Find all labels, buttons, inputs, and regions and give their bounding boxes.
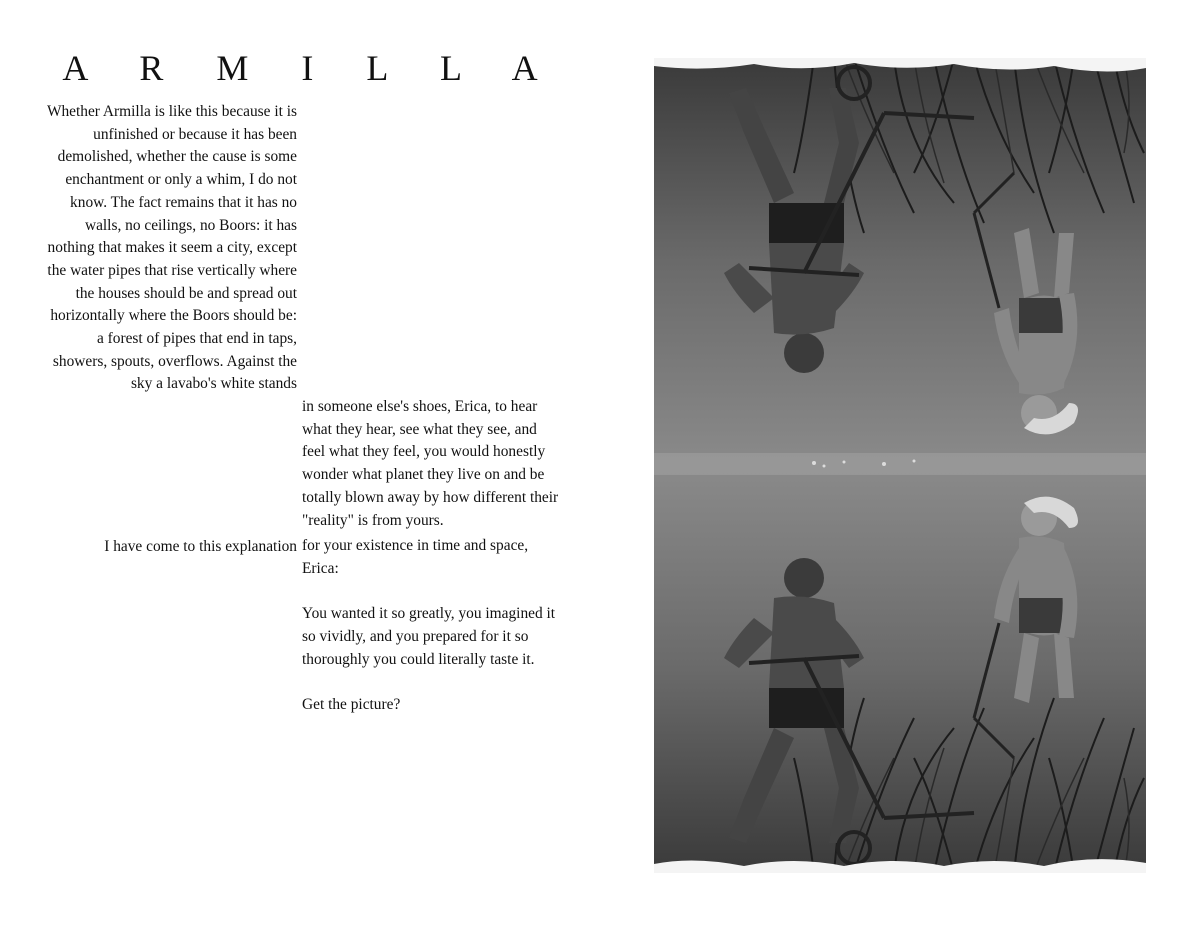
right-text-column: [302, 396, 562, 717]
page-title: A R M I L L A: [62, 48, 560, 88]
underwater-photo-image: [654, 58, 1146, 873]
right-paragraph-3: You wanted it so greatly, you imagined it so vividly, and you prepared for it so thoroughly you could literally taste it.: [302, 605, 556, 668]
right-paragraph-1: in someone else's shoes, Erica, to hear what they hear, see what they see, and feel what they feel, you would honestly wonder what planet they live on and be totally blown away by how different their "reality" is from yours.: [302, 398, 559, 529]
underwater-photo: [654, 58, 1146, 873]
right-paragraph-2: for your existence in time and space, Erica:: [302, 537, 529, 577]
right-paragraph-4: Get the picture?: [302, 696, 401, 714]
left-paragraph-1: Whether Armilla is like this because it is unfinished or because it has been demolished, whether the cause is some enchantment or only a whim, I do not know. The fact remains that it has no walls, no ceilings, no Boors: it has nothing that makes it seem a city, except the water pipes that rise vertically where the houses should be and spread out horizontally where the Boors should be: a forest of pipes that end in taps, showers, spouts, overflows. Against the sky a lavabo's white stands: [46, 103, 297, 393]
left-text-column: [40, 101, 297, 559]
left-paragraph-2: I have come to this explanation: [104, 538, 297, 556]
